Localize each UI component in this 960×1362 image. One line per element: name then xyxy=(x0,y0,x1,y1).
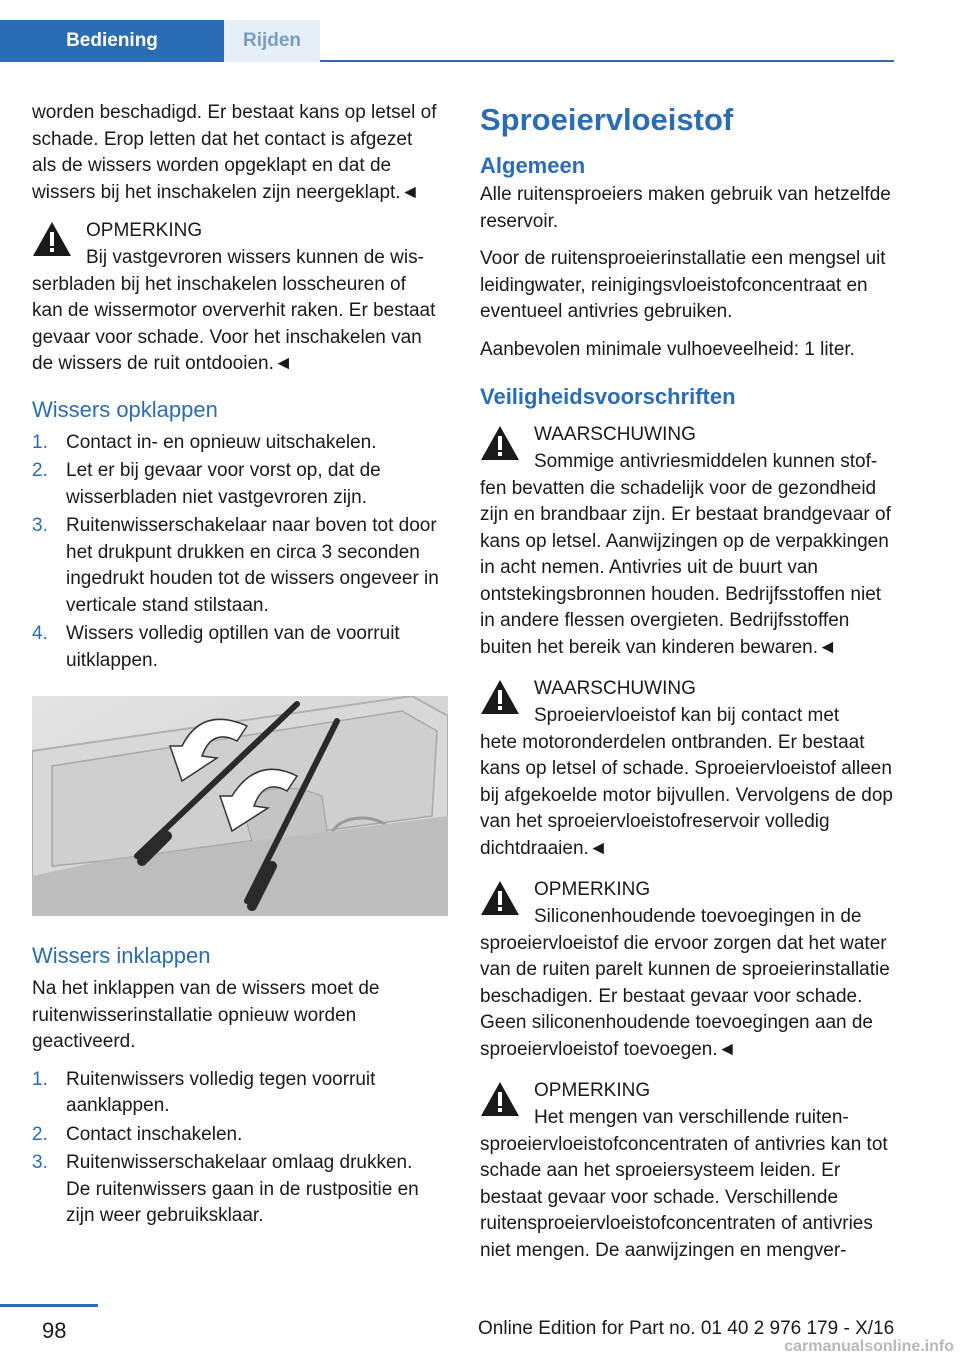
step-number: 1. xyxy=(32,431,48,453)
notice-text-first-line: Sommige antivriesmiddelen kunnen stof- xyxy=(534,451,878,472)
notice-text-first-line: Het mengen van verschillende ruiten- xyxy=(534,1107,849,1128)
intro-paragraph: worden beschadigd. Er bestaat kans op letsel of schade. Erop letten dat het contact is afgezet als de wissers worden opgeklapt en dat de wissers bij het inschakelen zijn neergeklapt.◄ xyxy=(32,102,437,203)
list-item xyxy=(32,621,440,674)
notice-label: OPMERKING xyxy=(534,879,651,900)
section-title-veiligheid: Veiligheidsvoorschriften xyxy=(480,384,736,409)
notice-text-first-line: Siliconenhoudende toevoegingen in de xyxy=(534,906,862,927)
step-text: Ruitenwisserschakelaar naar boven tot door het drukpunt drukken en circa 3 seconden ingedrukt houden tot de wissers ongeveer in verticale stand stilstaan. xyxy=(66,515,439,616)
right-column xyxy=(480,100,896,1278)
notice-text-rest: sproeiervloeistof die ervoor zorgen dat het water van de ruiten parelt kunnen de sproeierinstallatie beschadigen. Er bestaat gevaar voor schade. Geen siliconenhoudende toevoegingen aan de sproeiervloeistof toevoegen.◄ xyxy=(480,932,890,1060)
general-paragraph-2: Voor de ruitensproeierinstallatie een mengsel uit leidingwater, reinigingsvloeistofconcentraat en eventueel antivries gebruiken. xyxy=(480,248,886,322)
notice-label: OPMERKING xyxy=(534,1080,651,1101)
step-number: 4. xyxy=(32,623,48,644)
step-text: Contact inschakelen. xyxy=(66,1123,243,1145)
step-number: 2. xyxy=(32,460,48,481)
step-text: Ruitenwisserschakelaar omlaag drukken. De ruitenwissers gaan in de rustpositie en zijn weer gebruiksklaar. xyxy=(66,1152,419,1226)
list-item xyxy=(32,1150,440,1230)
edition-text: Online Edition for Part no. 01 40 2 976 179 - X/16 xyxy=(478,1318,895,1339)
notice-mixing xyxy=(480,1077,896,1264)
footer-accent-line xyxy=(0,1304,98,1307)
step-text: Contact in- en opnieuw uitschakelen. xyxy=(66,431,377,453)
warning-antifreeze xyxy=(480,421,896,661)
step-text: Wissers volledig optillen van de voorruit uitklappen. xyxy=(66,623,400,671)
general-paragraph-3: Aanbevolen minimale vulhoeveelheid: 1 liter. xyxy=(480,338,855,360)
notice-text xyxy=(480,904,896,1063)
notice-label: WAARSCHUWING xyxy=(534,678,696,699)
section-title-algemeen: Algemeen xyxy=(480,153,586,178)
left-column xyxy=(32,100,440,1242)
notice-text xyxy=(480,449,896,661)
notice-text-rest: serbladen bij het inschakelen losscheuren of kan de wissermotor oververhit raken. Er bestaat gevaar voor schade. Voor het inschakelen van de wissers de ruit ontdooien.◄ xyxy=(32,273,436,374)
watermark: carmanualsonline.info xyxy=(784,1338,954,1355)
step-number: 3. xyxy=(32,1152,48,1173)
tab-bediening[interactable]: Bediening xyxy=(0,20,224,62)
warning-triangle-icon xyxy=(480,425,520,461)
notice-text-rest: fen bevatten die schadelijk voor de gezondheid zijn en brandbaar zijn. Er bestaat brandgevaar of kans op letsel. Aanwijzingen op de verpakkingen in acht nemen. Antivries uit de buurt van ontstekingsbronnen houden. Bedrijfsstoffen niet in andere flessen overgieten. Bedrijfsstoffen buiten het bereik van kinderen bewaren.◄ xyxy=(480,477,891,658)
notice-text xyxy=(480,703,896,862)
notice-text xyxy=(32,245,440,378)
step-number: 3. xyxy=(32,515,48,536)
tab-rijden[interactable]: Rijden xyxy=(224,20,320,62)
inklappen-intro: Na het inklappen van de wissers moet de ruitenwisserinstallatie opnieuw worden geactiveerd. xyxy=(32,978,380,1052)
warning-triangle-icon xyxy=(480,679,520,715)
list-item xyxy=(32,430,440,457)
steps-inklappen xyxy=(32,1067,440,1230)
notice-text xyxy=(480,1105,896,1264)
notice-text-rest: hete motoronderdelen ontbranden. Er bestaat kans op letsel of schade. Sproeiervloeistof alleen bij afgekoelde motor bijvullen. Vervolgens de dop van het sproeiervloeistofreservoir volledig dichtdraaien.◄ xyxy=(480,731,893,859)
warning-triangle-icon xyxy=(32,221,72,257)
step-text: Let er bij gevaar voor vorst op, dat de wisserbladen niet vastgevroren zijn. xyxy=(66,460,381,508)
wiper-illustration-graphic xyxy=(32,696,448,916)
section-title-inklappen: Wissers inklappen xyxy=(32,943,211,968)
notice-label: WAARSCHUWING xyxy=(534,424,696,445)
warning-triangle-icon xyxy=(480,880,520,916)
warning-triangle-icon xyxy=(480,1081,520,1117)
list-item xyxy=(32,1067,440,1120)
list-item xyxy=(32,513,440,619)
notice-frozen-wipers xyxy=(32,217,440,378)
notice-text-first-line: Bij vastgevroren wissers kunnen de wis- xyxy=(86,247,424,268)
warning-hot-engine xyxy=(480,675,896,862)
step-text: Ruitenwissers volledig tegen voorruit aanklappen. xyxy=(66,1068,376,1116)
notice-silicone xyxy=(480,876,896,1063)
general-paragraph-1: Alle ruitensproeiers maken gebruik van hetzelfde reservoir. xyxy=(480,184,891,232)
notice-label: OPMERKING xyxy=(86,220,203,241)
notice-text-first-line: Sproeiervloeistof kan bij contact met xyxy=(534,705,840,726)
wiper-illustration xyxy=(32,696,448,916)
header-tabbar xyxy=(0,0,894,62)
list-item xyxy=(32,1122,440,1149)
steps-opklappen xyxy=(32,430,440,675)
notice-text-rest: sproeiervloeistofconcentraten of antivries kan tot schade aan het sproeiersysteem leiden. Er bestaat gevaar voor schade. Verschillende ruitensproeiervloeistofconcentraten of antivries niet mengen. De aanwijzingen en mengver- xyxy=(480,1133,888,1261)
page-title: Sproeiervloeistof xyxy=(480,102,734,137)
step-number: 1. xyxy=(32,1068,48,1090)
step-number: 2. xyxy=(32,1123,48,1145)
list-item xyxy=(32,458,440,511)
page-number: 98 xyxy=(42,1318,67,1343)
section-title-opklappen: Wissers opklappen xyxy=(32,396,218,422)
